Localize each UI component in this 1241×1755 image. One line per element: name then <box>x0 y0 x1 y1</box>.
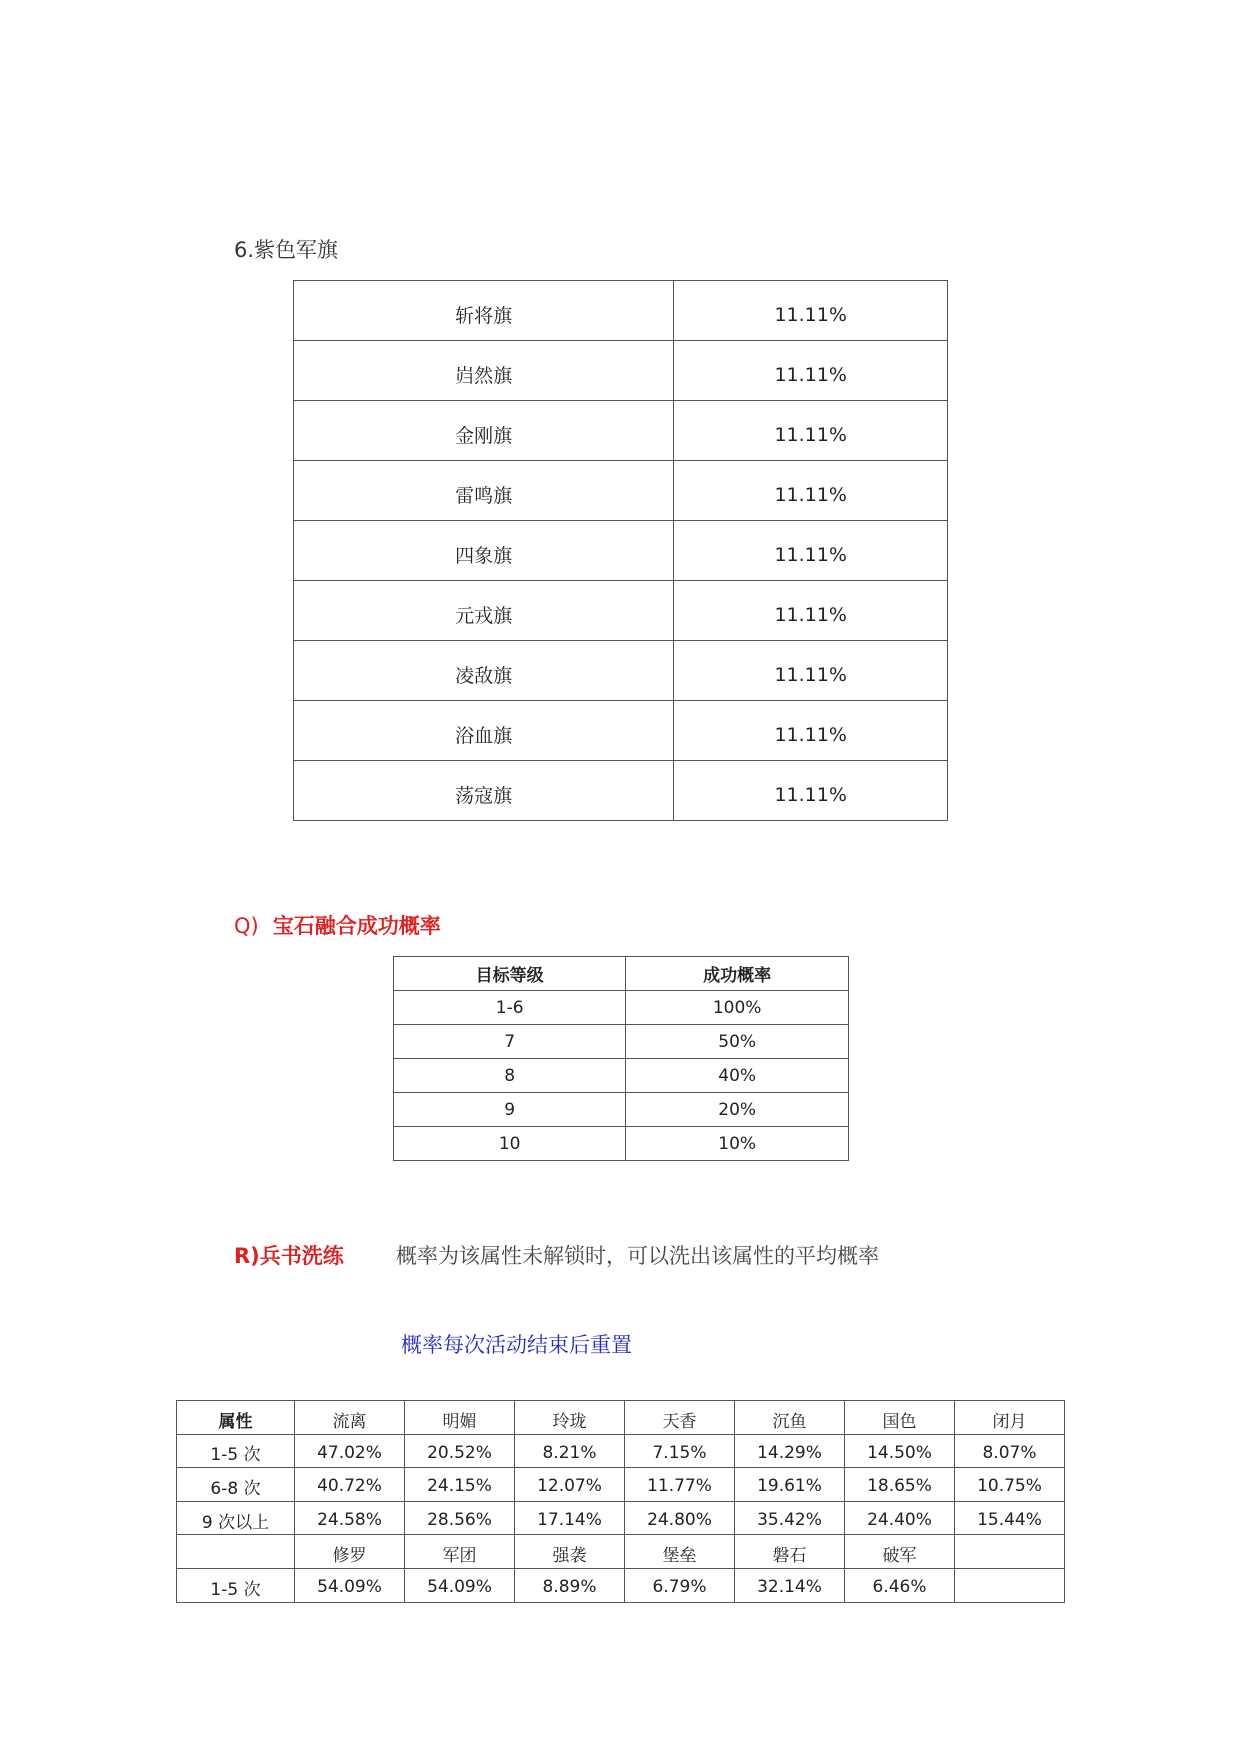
table-cell: 18.65% <box>845 1468 955 1502</box>
table-cell: 15.44% <box>955 1501 1065 1535</box>
table-row <box>294 641 948 701</box>
target-level-cell: 8 <box>394 1059 626 1093</box>
header-success-rate: 成功概率 <box>626 957 849 991</box>
table-cell: 天香 <box>625 1401 735 1435</box>
table-cell: 破军 <box>845 1535 955 1569</box>
flag-name-cell: 元戎旗 <box>294 581 674 641</box>
table-row <box>294 521 948 581</box>
flag-probability-cell: 11.11% <box>674 281 948 341</box>
table-row <box>294 341 948 401</box>
table-row <box>294 761 948 821</box>
book-section-description: 概率为该属性未解锁时，可以洗出该属性的平均概率 <box>396 1244 879 1268</box>
row-label-cell: 9 次以上 <box>177 1501 295 1535</box>
table-cell: 28.56% <box>405 1501 515 1535</box>
gem-section-prefix: Q) <box>234 914 259 938</box>
table-cell: 12.07% <box>515 1468 625 1502</box>
table-row <box>294 581 948 641</box>
table-cell: 明媚 <box>405 1401 515 1435</box>
flag-name-cell: 凌敌旗 <box>294 641 674 701</box>
table-cell: 24.40% <box>845 1501 955 1535</box>
flag-name-cell: 斩将旗 <box>294 281 674 341</box>
book-section-heading: R)兵书洗练 <box>234 1244 344 1268</box>
success-rate-cell: 100% <box>626 991 849 1025</box>
table-cell: 24.80% <box>625 1501 735 1535</box>
table-cell: 修罗 <box>295 1535 405 1569</box>
success-rate-cell: 50% <box>626 1025 849 1059</box>
table-cell: 19.61% <box>735 1468 845 1502</box>
flag-section-heading: 6.紫色军旗 <box>234 238 339 262</box>
table-cell: 6.46% <box>845 1568 955 1602</box>
header-target-level: 目标等级 <box>394 957 626 991</box>
table-cell: 国色 <box>845 1401 955 1435</box>
target-level-cell: 10 <box>394 1127 626 1161</box>
target-level-cell: 7 <box>394 1025 626 1059</box>
table-cell: 强袭 <box>515 1535 625 1569</box>
table-row <box>177 1535 1065 1569</box>
table-cell: 11.77% <box>625 1468 735 1502</box>
table-cell: 54.09% <box>405 1568 515 1602</box>
table-cell: 闭月 <box>955 1401 1065 1435</box>
table-row <box>177 1501 1065 1535</box>
gem-section-title: 宝石融合成功概率 <box>272 914 441 938</box>
table-cell: 14.29% <box>735 1434 845 1468</box>
table-cell <box>955 1568 1065 1602</box>
table-row <box>394 1093 849 1127</box>
table-cell: 8.89% <box>515 1568 625 1602</box>
flag-probability-cell: 11.11% <box>674 401 948 461</box>
row-label-cell: 1-5 次 <box>177 1568 295 1602</box>
table-row <box>294 701 948 761</box>
flag-name-cell: 荡寇旗 <box>294 761 674 821</box>
flag-probability-cell: 11.11% <box>674 521 948 581</box>
row-label-cell: 6-8 次 <box>177 1468 295 1502</box>
table-cell: 20.52% <box>405 1434 515 1468</box>
flag-probability-cell: 11.11% <box>674 641 948 701</box>
table-row <box>394 1127 849 1161</box>
table-row <box>294 401 948 461</box>
table-cell: 40.72% <box>295 1468 405 1502</box>
flag-name-cell: 金刚旗 <box>294 401 674 461</box>
flag-name-cell: 雷鸣旗 <box>294 461 674 521</box>
table-cell: 8.21% <box>515 1434 625 1468</box>
table-cell: 35.42% <box>735 1501 845 1535</box>
row-label-cell: 属性 <box>177 1401 295 1435</box>
table-cell: 玲珑 <box>515 1401 625 1435</box>
success-rate-cell: 40% <box>626 1059 849 1093</box>
table-row <box>294 461 948 521</box>
success-rate-cell: 20% <box>626 1093 849 1127</box>
table-cell: 47.02% <box>295 1434 405 1468</box>
table-cell <box>955 1535 1065 1569</box>
flag-probability-cell: 11.11% <box>674 461 948 521</box>
table-cell: 堡垒 <box>625 1535 735 1569</box>
book-section-note: 概率每次活动结束后重置 <box>401 1333 632 1357</box>
table-cell: 沉鱼 <box>735 1401 845 1435</box>
table-row <box>294 281 948 341</box>
table-cell: 24.58% <box>295 1501 405 1535</box>
table-cell: 磐石 <box>735 1535 845 1569</box>
table-cell: 10.75% <box>955 1468 1065 1502</box>
table-cell: 8.07% <box>955 1434 1065 1468</box>
gem-fusion-table <box>393 956 849 1161</box>
table-row <box>177 1468 1065 1502</box>
row-label-cell: 1-5 次 <box>177 1434 295 1468</box>
target-level-cell: 9 <box>394 1093 626 1127</box>
flag-probability-cell: 11.11% <box>674 761 948 821</box>
table-cell: 军团 <box>405 1535 515 1569</box>
flag-probability-table <box>293 280 948 821</box>
flag-probability-cell: 11.11% <box>674 581 948 641</box>
table-row <box>177 1401 1065 1435</box>
flag-probability-cell: 11.11% <box>674 341 948 401</box>
table-row <box>394 1025 849 1059</box>
table-row <box>394 991 849 1025</box>
row-label-cell <box>177 1535 295 1569</box>
table-cell: 14.50% <box>845 1434 955 1468</box>
table-row <box>177 1434 1065 1468</box>
table-cell: 32.14% <box>735 1568 845 1602</box>
flag-name-cell: 岿然旗 <box>294 341 674 401</box>
table-cell: 流离 <box>295 1401 405 1435</box>
table-row <box>177 1568 1065 1602</box>
flag-name-cell: 浴血旗 <box>294 701 674 761</box>
table-cell: 17.14% <box>515 1501 625 1535</box>
target-level-cell: 1-6 <box>394 991 626 1025</box>
table-header-row <box>394 957 849 991</box>
table-cell: 6.79% <box>625 1568 735 1602</box>
success-rate-cell: 10% <box>626 1127 849 1161</box>
table-cell: 54.09% <box>295 1568 405 1602</box>
attribute-probability-table <box>176 1400 1065 1603</box>
flag-probability-cell: 11.11% <box>674 701 948 761</box>
table-row <box>394 1059 849 1093</box>
table-cell: 24.15% <box>405 1468 515 1502</box>
table-cell: 7.15% <box>625 1434 735 1468</box>
gem-section-heading <box>234 910 441 940</box>
flag-name-cell: 四象旗 <box>294 521 674 581</box>
